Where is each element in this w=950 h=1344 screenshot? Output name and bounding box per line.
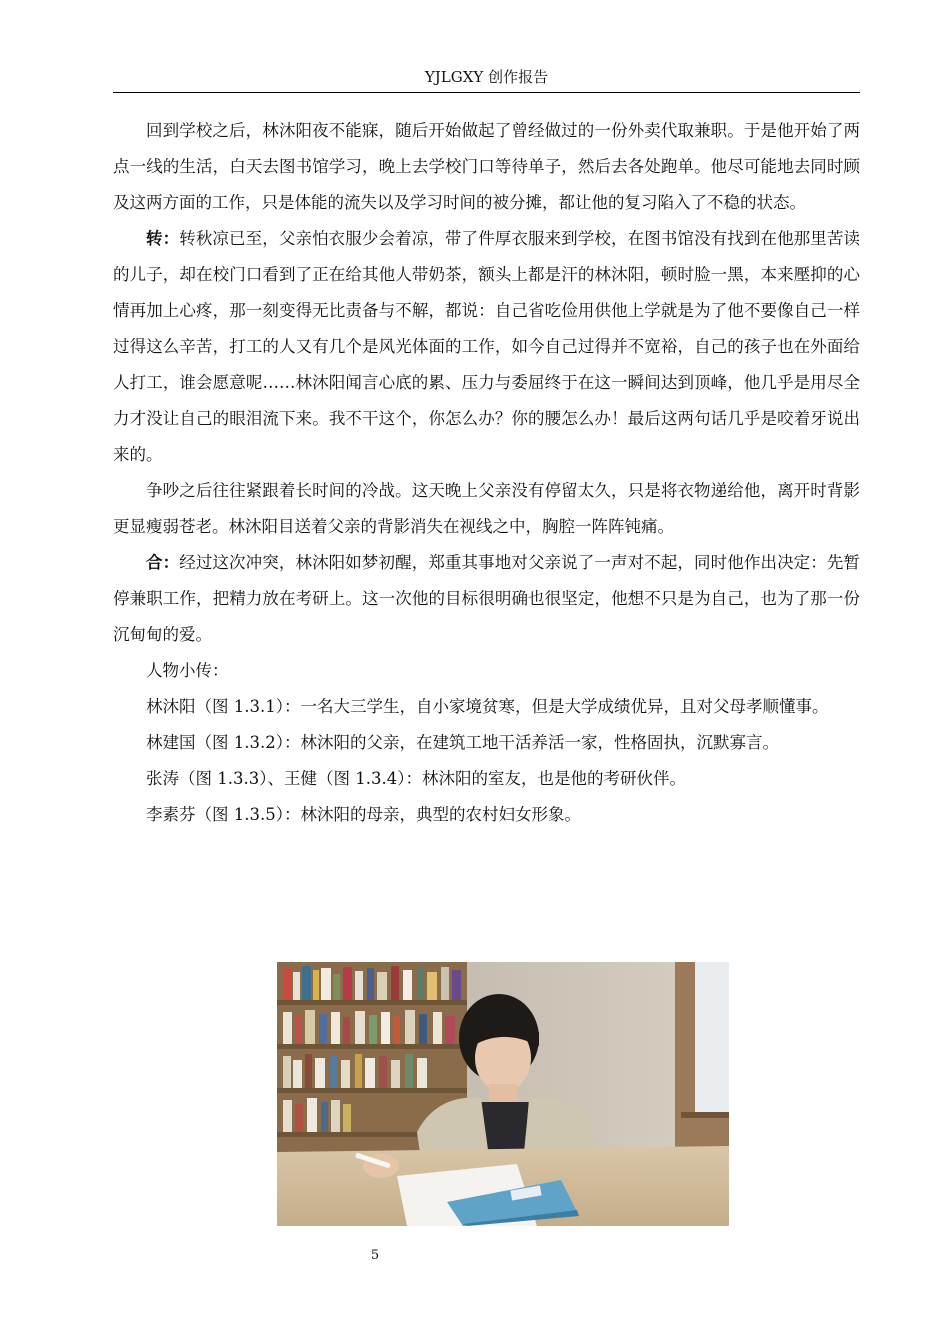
paragraph-bio-roommates: 张涛（图 1.3.3）、王健（图 1.3.4）：林沐阳的室友，也是他的考研伙伴。 <box>146 769 686 788</box>
header-rule <box>113 92 860 93</box>
document-body <box>113 113 860 833</box>
paragraph-bio-lin-muyang: 林沐阳（图 1.3.1）：一名大三学生，自小家境贫寒，但是大学成绩优异，且对父母孝顺懂事。 <box>146 697 829 716</box>
paragraph-turn: 转：转秋凉已至，父亲怕衣服少会着凉，带了件厚衣服来到学校，在图书馆没有找到在他那里苦读的儿子，却在校门口看到了正在给其他人带奶茶，额头上都是汗的林沐阳，顿时脸一黑，本来壓抑的心情再加上心疼，那一刻变得无比责备与不解，都说：自己省吃俭用供他上学就是为了他不要像自己一样过得这么辛苦，打工的人又有几个是风光体面的工作，如今自己过得并不宽裕，自己的孩子也在外面给人打工，谁会愿意呢……林沐阳闻言心底的累、压力与委屈终于在这一瞬间达到顶峰，他几乎是用尽全力才没让自己的眼泪流下来。我不干这个，你怎么办？你的腰怎么办！最后这两句话几乎是咬着牙说出来的。 <box>113 229 861 464</box>
paragraph-cold-war: 争吵之后往往紧跟着长时间的冷战。这天晚上父亲没有停留太久，只是将衣物递给他，离开时背影更显瘦弱苍老。林沐阳目送着父亲的背影消失在视线之中，胸腔一阵阵钝痛。 <box>113 481 860 536</box>
library-photo <box>277 962 729 1226</box>
paragraph-bio-lin-jianguo: 林建国（图 1.3.2）：林沐阳的父亲，在建筑工地干活养活一家，性格固执，沉默寡言。 <box>146 733 779 752</box>
section-lead-resolution: 合： <box>146 553 180 572</box>
section-lead-turn: 转： <box>146 229 180 248</box>
paragraph-character-bios-heading: 人物小传： <box>146 661 229 680</box>
paragraph-resolution: 合：经过这次冲突，林沐阳如梦初醒，郑重其事地对父亲说了一声对不起，同时他作出决定：先暂停兼职工作，把精力放在考研上。这一次他的目标很明确也很坚定，他想不只是为自己，也为了那一份沉甸甸的爱。 <box>113 553 861 644</box>
page-header: YJLGXY 创作报告 <box>424 68 549 86</box>
paragraph-return-to-school: 回到学校之后，林沐阳夜不能寐，随后开始做起了曾经做过的一份外卖代取兼职。于是他开始了两点一线的生活，白天去图书馆学习，晚上去学校门口等待单子，然后去各处跑单。他尽可能地去同时顾及这两方面的工作，只是体能的流失以及学习时间的被分摊，都让他的复习陷入了不稳的状态。 <box>113 121 860 212</box>
library-photo-illustration <box>277 962 729 1226</box>
paragraph-bio-li-sufen: 李素芬（图 1.3.5）：林沐阳的母亲，典型的农村妇女形象。 <box>146 805 581 824</box>
page-number: 5 <box>370 1248 380 1263</box>
